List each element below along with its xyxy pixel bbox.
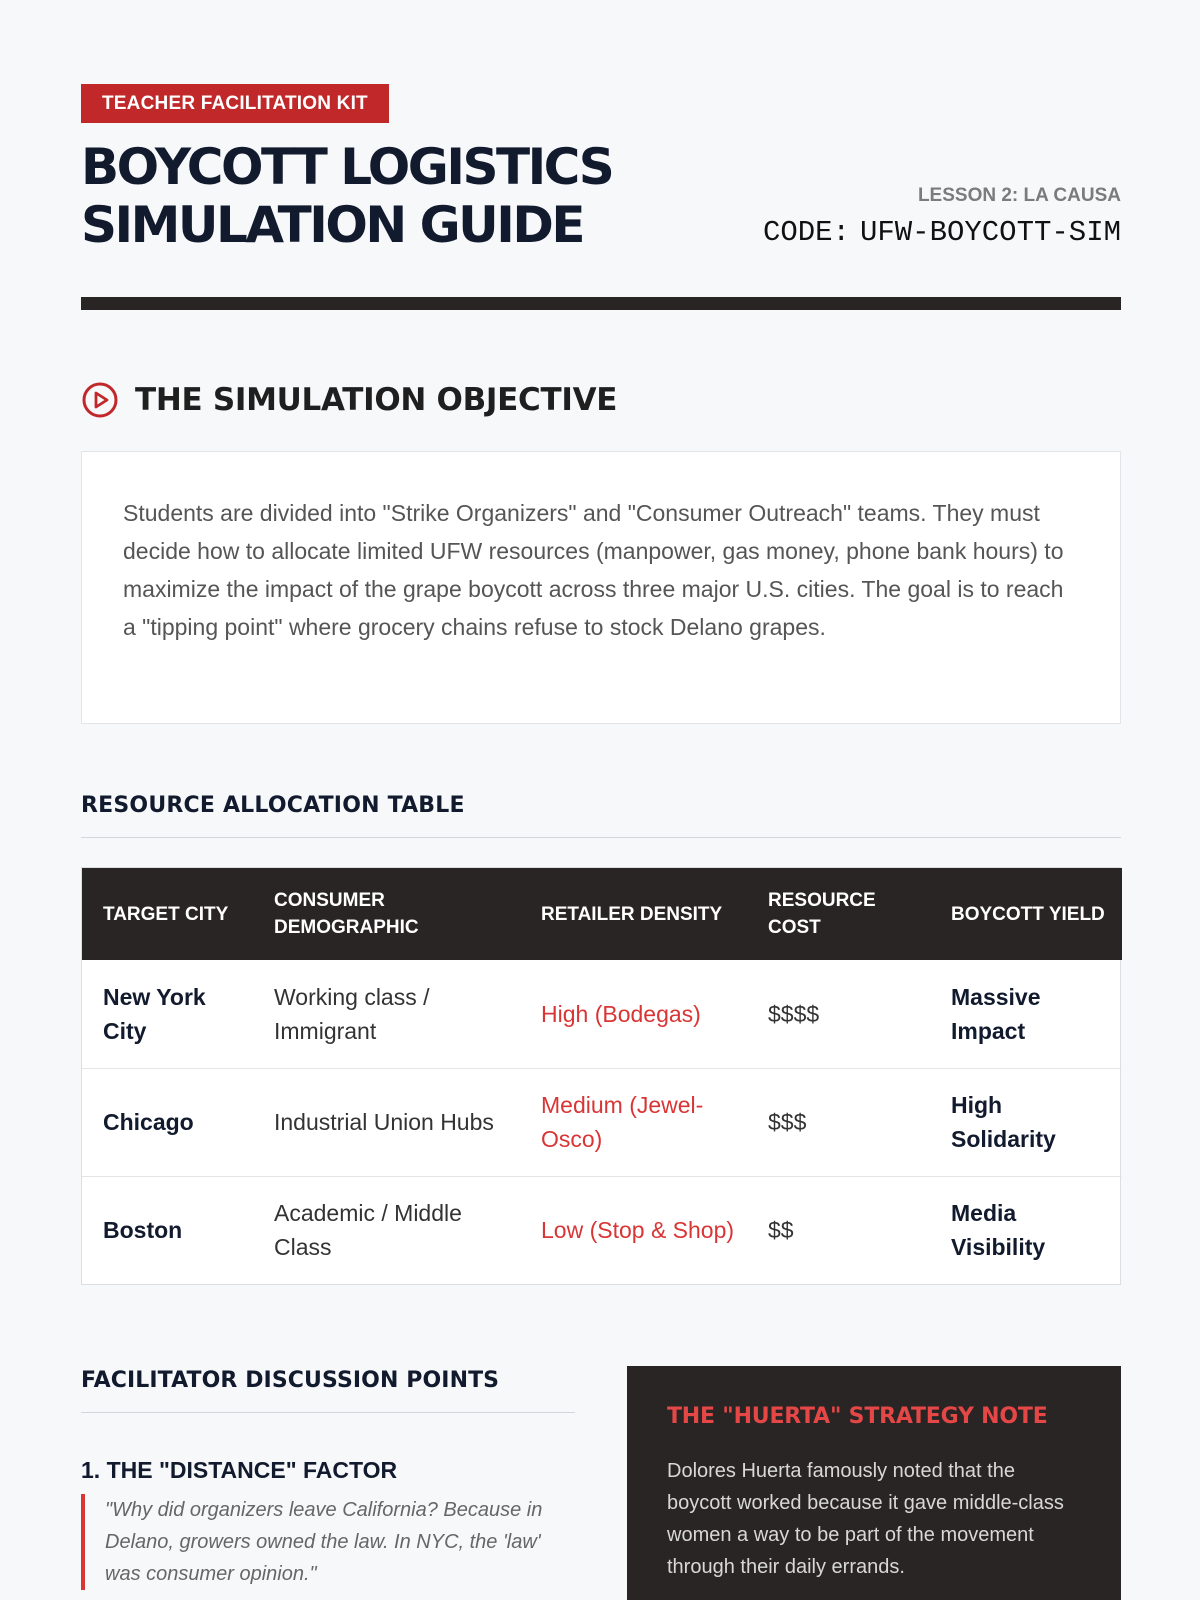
cell-density: Low (Stop & Shop) xyxy=(541,1217,735,1244)
resource-table xyxy=(81,867,1121,1285)
discussion-point-1-quote: "Why did organizers leave California? Because in Delano, growers owned the law. In NYC, the 'law' was consumer opinion." xyxy=(81,1494,575,1590)
table-header-row xyxy=(82,868,1122,960)
table-row xyxy=(82,1068,1122,1176)
cell-cost: $$ xyxy=(768,1217,794,1244)
column-header-demographic: CONSUMER DEMOGRAPHIC xyxy=(274,890,419,938)
discussion-title: FACILITATOR DISCUSSION POINTS xyxy=(81,1368,500,1393)
cell-yield: Media Visibility xyxy=(951,1200,1046,1261)
resource-table-divider xyxy=(81,837,1121,838)
objective-card xyxy=(81,451,1121,724)
lesson-label: LESSON 2: LA CAUSA xyxy=(917,185,1121,206)
cell-cost: $$$$ xyxy=(768,1000,820,1027)
objective-text: Students are divided into "Strike Organizers" and "Consumer Outreach" teams. They must decide how to allocate limited UFW resources (manpower, gas money, phone bank hours) to maximize the impact of the grape boycott across three major U.S. cities. The goal is to reach a "tipping point" where grocery chains refuse to stock Delano grapes. xyxy=(123,500,1064,640)
cell-demographic: Academic / Middle Class xyxy=(274,1200,462,1261)
strategy-note-card xyxy=(627,1366,1121,1600)
discussion-divider xyxy=(81,1412,575,1413)
resource-table-title: RESOURCE ALLOCATION TABLE xyxy=(81,793,465,818)
cell-city: Boston xyxy=(103,1217,183,1244)
column-header-density: RETAILER DENSITY xyxy=(541,903,723,925)
cell-city: Chicago xyxy=(103,1109,194,1135)
column-header-cost: RESOURCE COST xyxy=(768,890,876,938)
kit-badge: TEACHER FACILITATION KIT xyxy=(81,84,389,123)
simulation-code xyxy=(763,216,1121,249)
cell-cost: $$$ xyxy=(768,1109,807,1135)
column-header-city: TARGET CITY xyxy=(103,903,229,925)
play-circle-icon xyxy=(81,381,119,419)
cell-demographic: Industrial Union Hubs xyxy=(274,1109,494,1135)
strategy-note-title: THE "HUERTA" STRATEGY NOTE xyxy=(667,1404,1048,1429)
code-value: UFW-BOYCOTT-SIM xyxy=(859,216,1121,249)
cell-demographic: Working class / Immigrant xyxy=(274,983,430,1044)
table-row xyxy=(82,960,1122,1068)
cell-density: Medium (Jewel-Osco) xyxy=(541,1092,704,1152)
header-divider xyxy=(81,297,1121,310)
column-header-yield: BOYCOTT YIELD xyxy=(951,903,1105,925)
cell-yield: High Solidarity xyxy=(951,1092,1056,1152)
cell-city: New York City xyxy=(103,983,206,1044)
cell-density: High (Bodegas) xyxy=(541,1000,701,1027)
cell-yield: Massive Impact xyxy=(951,983,1041,1044)
title-line-2: SIMULATION GUIDE xyxy=(81,196,584,254)
title-line-1: BOYCOTT LOGISTICS xyxy=(81,138,613,196)
code-prefix: CODE: xyxy=(762,216,850,249)
table-row xyxy=(82,1176,1122,1284)
objective-heading xyxy=(81,380,617,420)
objective-title: THE SIMULATION OBJECTIVE xyxy=(135,382,618,418)
discussion-point-1-title: 1. THE "DISTANCE" FACTOR xyxy=(81,1457,398,1483)
strategy-note-text: Dolores Huerta famously noted that the boycott worked because it gave middle-class women a way to be part of the movement through their daily errands. xyxy=(667,1460,1064,1578)
page-title xyxy=(81,138,741,254)
